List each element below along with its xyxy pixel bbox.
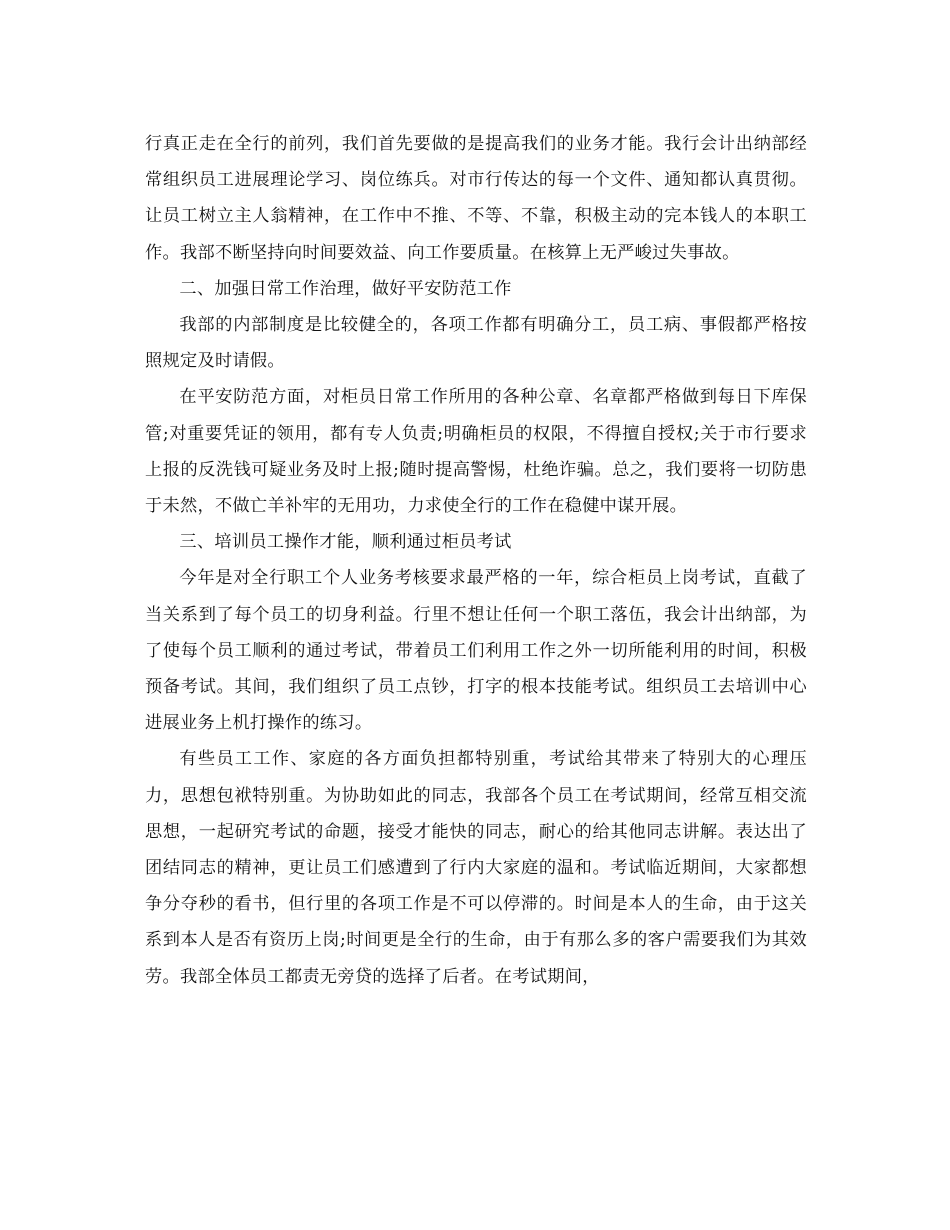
paragraph-internal-rules: 我部的内部制度是比较健全的，各项工作都有明确分工，员工病、事假都严格按照规定及时请假。 bbox=[145, 315, 807, 372]
paragraph-safety-measures: 在平安防范方面，对柜员日常工作所用的各种公章、名章都严格做到每日下库保管;对重要凭证的领用，都有专人负责;明确柜员的权限，不得擅自授权;关于市行要求上报的反洗钱可疑业务及时上报;随时提高警惕，杜绝诈骗。总之，我们要将一切防患于未然，不做亡羊补牢的无用功，力求使全行的工作在稳健中谋开展。 bbox=[145, 387, 807, 517]
section-heading-2: 二、加强日常工作治理，做好平安防范工作 bbox=[179, 278, 512, 299]
paragraph-exam-training: 今年是对全行职工个人业务考核要求最严格的一年，综合柜员上岗考试，直截了当关系到了每个员工的切身利益。行里不想让任何一个职工落伍，我会计出纳部，为了使每个员工顺利的通过考试，带着员工们利用工作之外一切所能利用的时间，积极预备考试。其间，我们组织了员工点钞，打字的根本技能考试。组织员工去培训中心进展业务上机打操作的练习。 bbox=[145, 568, 807, 734]
document-page bbox=[145, 126, 807, 995]
section-heading-3: 三、培训员工操作才能，顺利通过柜员考试 bbox=[179, 532, 512, 553]
paragraph-continuation: 行真正走在全行的前列，我们首先要做的是提高我们的业务才能。我行会计出纳部经常组织员工进展理论学习、岗位练兵。对市行传达的每一个文件、通知都认真贯彻。让员工树立主人翁精神，在工作中不推、不等、不靠，积极主动的完本钱人的本职工作。我部不断坚持向时间要效益、向工作要质量。在核算上无严峻过失事故。 bbox=[145, 134, 807, 263]
paragraph-mutual-help: 有些员工工作、家庭的各方面负担都特别重，考试给其带来了特别大的心理压力，思想包袱特别重。为协助如此的同志，我部各个员工在考试期间，经常互相交流思想，一起研究考试的命题，接受才能快的同志，耐心的给其他同志讲解。表达出了团结同志的精神，更让员工们感遭到了行内大家庭的温和。考试临近期间，大家都想争分夺秒的看书，但行里的各项工作是不可以停滞的。时间是本人的生命，由于这关系到本人是否有资历上岗;时间更是全行的生命，由于有那么多的客户需要我们为其效劳。我部全体员工都责无旁贷的选择了后者。在考试期间， bbox=[145, 749, 807, 987]
